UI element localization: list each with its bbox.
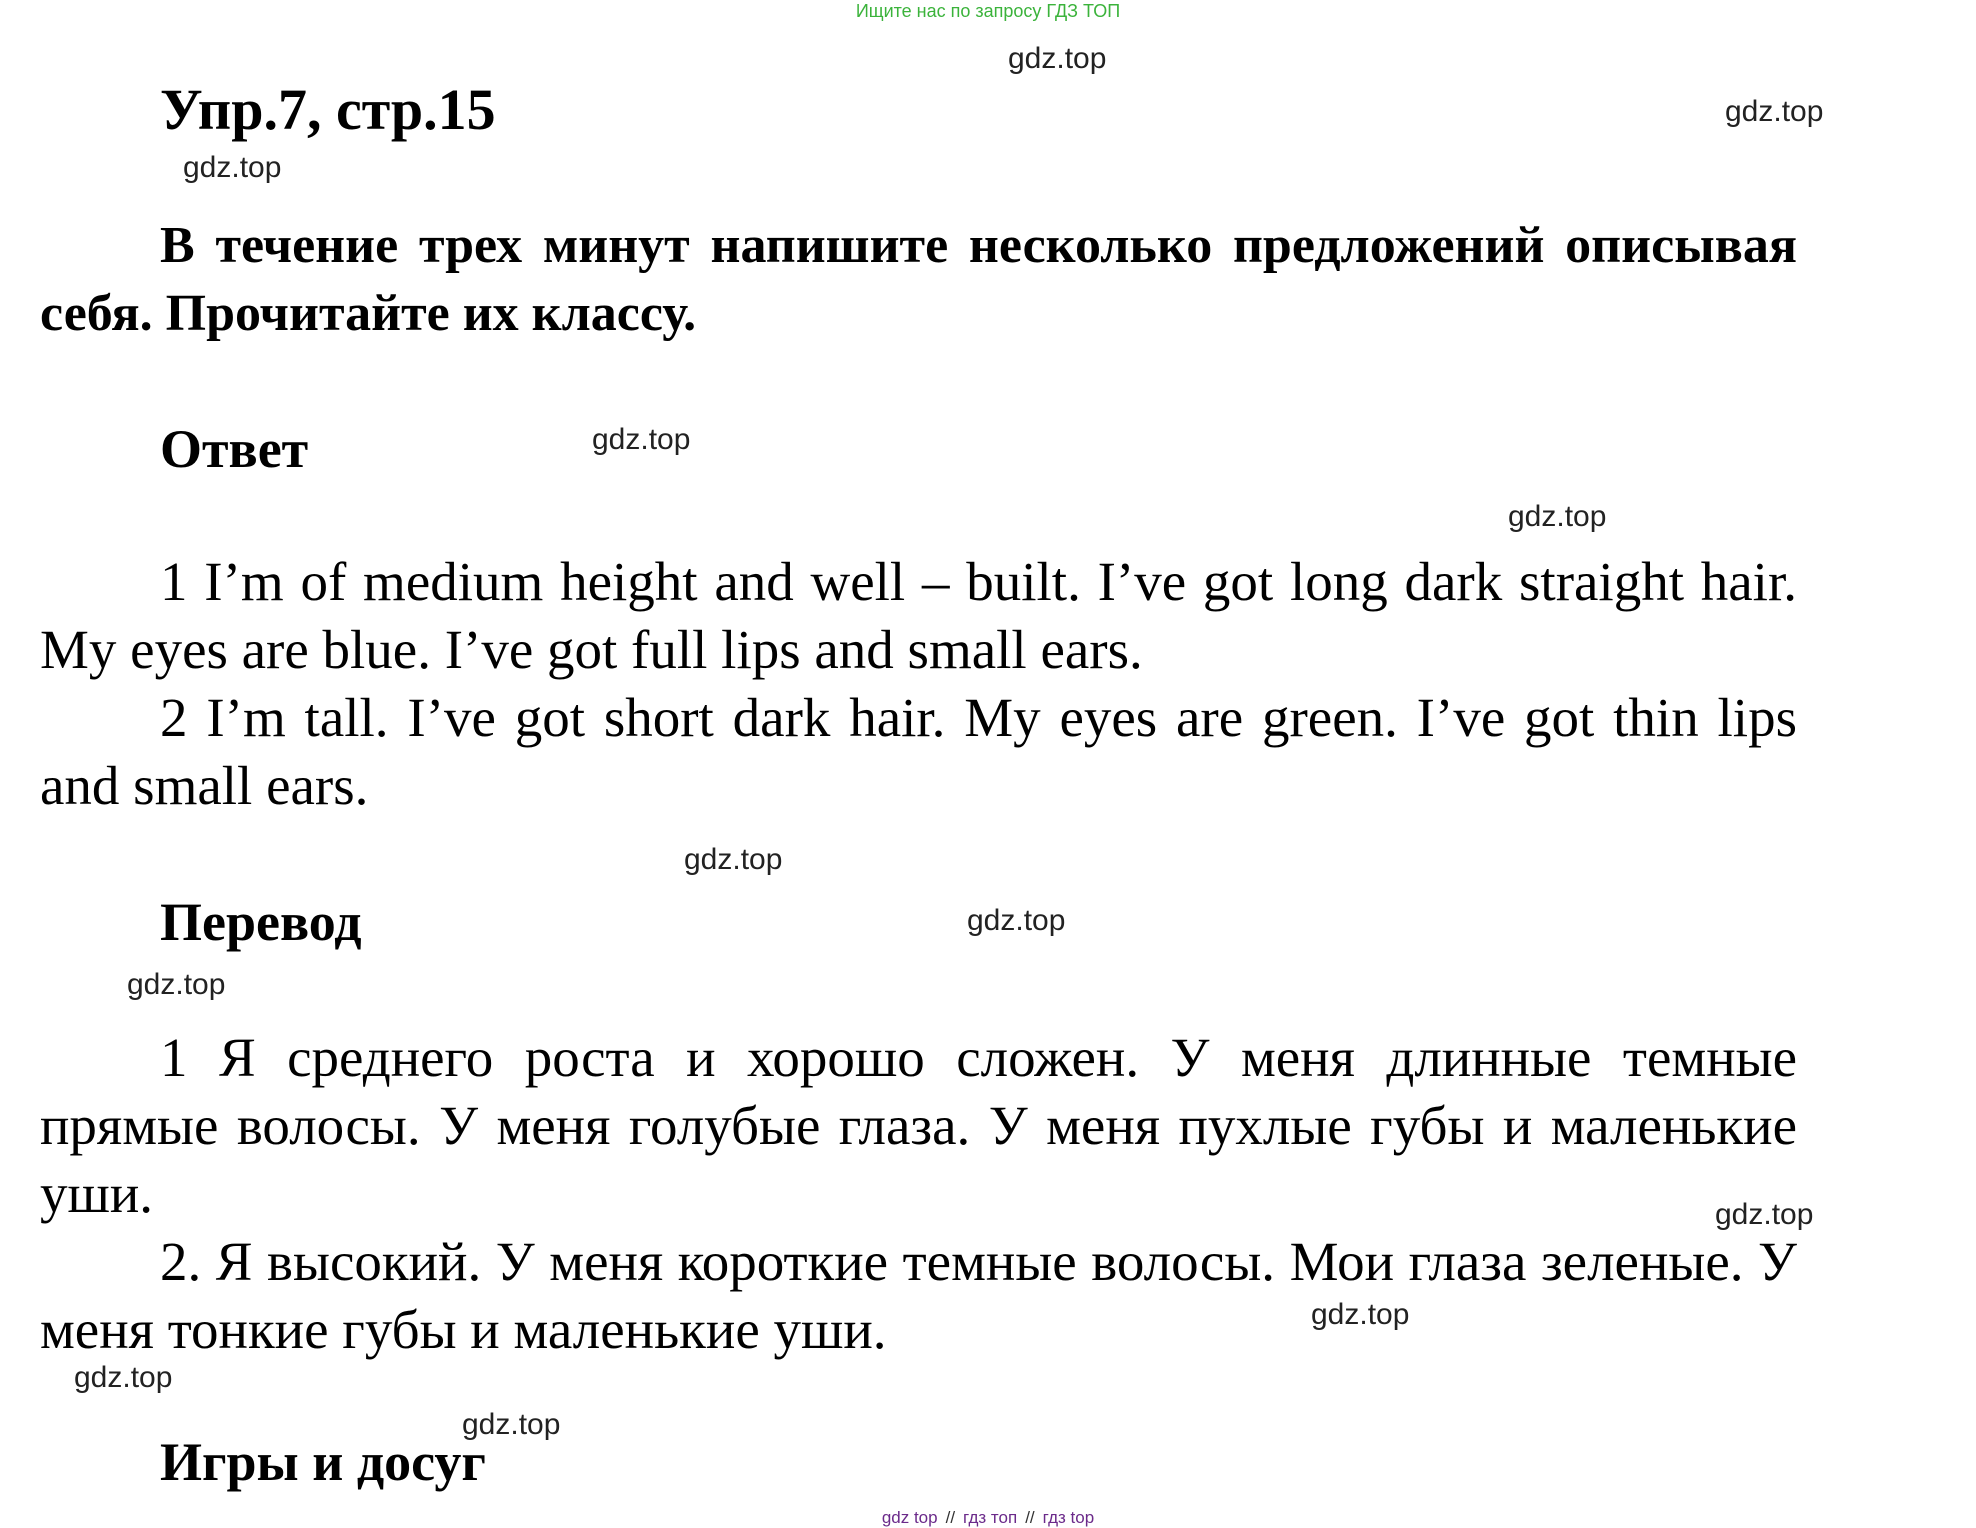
watermark: gdz.top xyxy=(967,904,1066,937)
translation-paragraph-2: 2. Я высокий. У меня короткие темные волосы. Мои глаза зеленые. У меня тонкие губы и маленькие уши. xyxy=(40,1231,1797,1360)
answer-paragraph-2: 2 I’m tall. I’ve got short dark hair. My eyes are green. I’ve got thin lips and small ears. xyxy=(40,687,1797,816)
page-title: Упр.7, стр.15 xyxy=(160,77,496,142)
translation-paragraph-1: 1 Я среднего роста и хорошо сложен. У меня длинные темные прямые волосы. У меня голубые глаза. У меня пухлые губы и маленькие уши. xyxy=(40,1027,1797,1224)
watermark: gdz.top xyxy=(1508,500,1607,533)
answer-heading: Ответ xyxy=(160,419,309,479)
watermark: gdz.top xyxy=(74,1361,173,1394)
watermark: gdz.top xyxy=(684,843,783,876)
footer-separator: // xyxy=(945,1508,956,1527)
footer-link[interactable]: гдз top xyxy=(1042,1508,1095,1527)
watermark: gdz.top xyxy=(1008,42,1107,75)
footer-separator: // xyxy=(1025,1508,1035,1527)
top-banner: Ищите нас по запросу ГДЗ ТОП xyxy=(855,1,1121,21)
answer-paragraph-1: 1 I’m of medium height and well – built. I’ve got long dark straight hair. My eyes are blue. I’ve got full lips and small ears. xyxy=(40,551,1797,680)
watermark: gdz.top xyxy=(1715,1198,1814,1231)
footer-link[interactable]: gdz top xyxy=(881,1508,938,1527)
translation-heading: Перевод xyxy=(160,892,362,952)
watermark: gdz.top xyxy=(1725,95,1824,128)
task-text: В течение трех минут напишите несколько предложений описывая себя. Прочитайте их классу. xyxy=(40,217,1797,342)
next-section-heading: Игры и досуг xyxy=(160,1432,486,1492)
watermark: gdz.top xyxy=(183,151,282,184)
footer-link[interactable]: гдз топ xyxy=(963,1508,1018,1527)
watermark: gdz.top xyxy=(127,968,226,1001)
watermark: gdz.top xyxy=(462,1408,561,1441)
translation-block xyxy=(40,1024,1797,1364)
watermark: gdz.top xyxy=(592,423,691,456)
watermark: gdz.top xyxy=(1311,1298,1410,1331)
answer-block xyxy=(40,548,1797,820)
footer-links xyxy=(0,1508,1976,1528)
